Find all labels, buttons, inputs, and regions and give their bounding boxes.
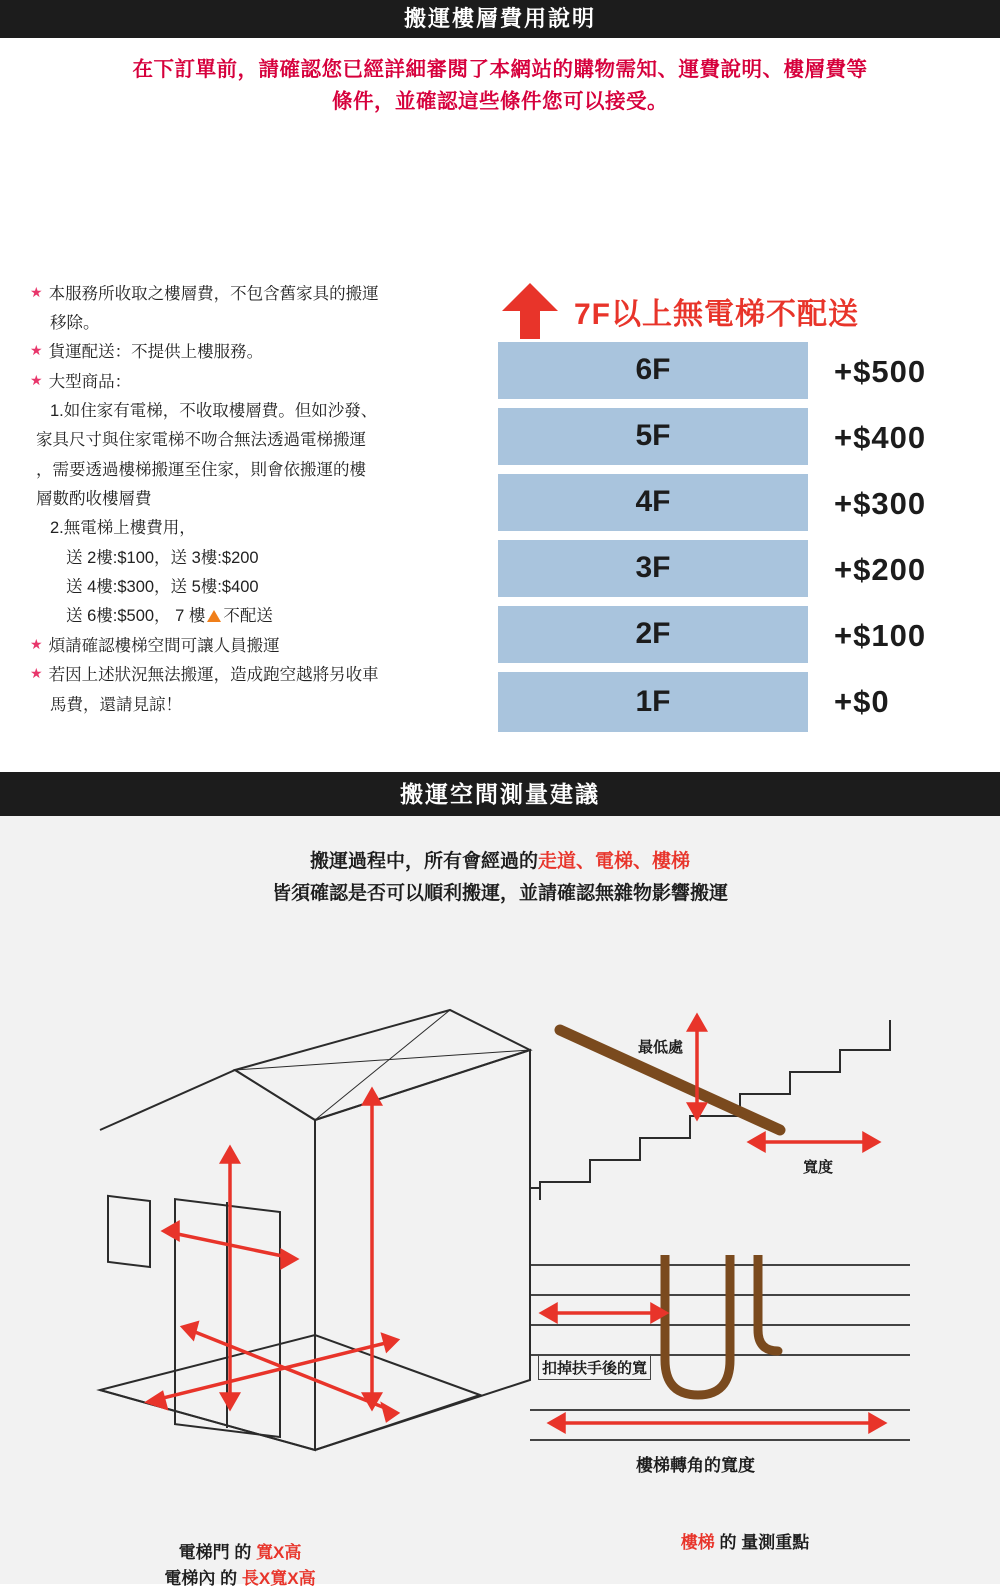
- measure-section: [0, 816, 1000, 1589]
- no-delivery-suffix: 不配送: [223, 607, 273, 626]
- floor-price-chart: [498, 280, 978, 738]
- elevator-caption-1c: 寬X高: [256, 1543, 302, 1563]
- list-item-label: [66, 602, 500, 631]
- page-title-floor-fee: 搬運樓層費用說明: [0, 0, 1000, 38]
- list-item: [30, 309, 500, 338]
- list-item-label: 煩請確認樓梯空間可讓人員搬運: [48, 636, 280, 655]
- floor-label: 3F: [498, 540, 808, 600]
- floor-row-6f: [498, 342, 978, 402]
- stair-caption-c: 量測重點: [741, 1533, 810, 1553]
- list-item-label: 貨運配送：不提供上樓服務。: [48, 343, 264, 362]
- floor-row-5f: [498, 408, 978, 468]
- floor-label: 2F: [498, 606, 808, 666]
- warning-triangle-icon: [207, 610, 221, 622]
- list-item-label: 1.如住家有電梯，不收取樓層費。但如沙發、: [50, 401, 378, 420]
- list-item-label: 2.無電梯上樓費用，: [50, 519, 196, 538]
- floor-price: +$300: [834, 485, 927, 521]
- no-delivery-banner: [498, 280, 978, 342]
- list-item-label: 本服務所收取之樓層費，不包含舊家具的搬運: [48, 284, 379, 303]
- measure-note-1a: 搬運過程中，所有會經過的: [309, 850, 538, 872]
- floor-row-1f: [498, 672, 978, 732]
- list-item: [30, 456, 500, 485]
- list-item-label: 層數酌收樓層費: [36, 490, 152, 509]
- no-delivery-label: 7F以上無電梯不配送: [574, 297, 860, 331]
- stair-caption: [510, 1530, 980, 1556]
- stair-caption-b: 的: [719, 1533, 737, 1553]
- elevator-caption-1a: 電梯門: [178, 1543, 230, 1563]
- measure-note-line-1: [0, 846, 1000, 878]
- elevator-caption-line-2: [0, 1566, 480, 1592]
- floor-label: 4F: [498, 474, 808, 534]
- measure-note-line-2: 皆須確認是否可以順利搬運，並請確認無雜物影響搬運: [271, 882, 728, 904]
- list-item: [30, 397, 500, 426]
- terms-list: [30, 280, 500, 720]
- floor-fee-section: [0, 122, 1000, 772]
- intro-paragraph: [0, 38, 1000, 122]
- list-item-label: 送 4樓:$300，送 5樓:$400: [66, 578, 259, 597]
- floor-price: +$0: [834, 683, 890, 719]
- list-item-label: 移除。: [50, 313, 100, 332]
- floor-row-4f: [498, 474, 978, 534]
- floor-row-2f: [498, 606, 978, 666]
- list-item: [30, 368, 500, 397]
- list-item: [30, 426, 500, 455]
- floor-price: +$200: [834, 551, 927, 587]
- list-item: [30, 280, 500, 309]
- star-icon: ★: [30, 283, 43, 300]
- list-item: [30, 602, 500, 631]
- floor-price: +$400: [834, 419, 927, 455]
- list-item: [30, 661, 500, 690]
- list-item: [30, 514, 500, 543]
- star-icon: ★: [30, 665, 43, 682]
- elevator-caption-2a: 電梯內: [164, 1569, 216, 1589]
- intro-line-2: 條件，並確認這些條件您可以接受。: [332, 89, 668, 113]
- list-item: [30, 544, 500, 573]
- star-icon: ★: [30, 342, 43, 359]
- elevator-caption-line-1: [0, 1540, 480, 1566]
- label-corner-width: 樓梯轉角的寬度: [633, 1450, 758, 1477]
- elevator-caption: [0, 1540, 480, 1593]
- floor-price: +$500: [834, 353, 927, 389]
- list-item-label: 若因上述狀況無法搬運，造成跑空越將另收車: [48, 666, 379, 685]
- list-item-label: 家具尺寸與住家電梯不吻合無法透過電梯搬運: [36, 431, 366, 450]
- up-arrow-icon: [502, 283, 558, 339]
- list-item: [30, 632, 500, 661]
- stair-side-diagram: [530, 1010, 910, 1250]
- elevator-caption-2c: 長X寬X高: [241, 1569, 316, 1589]
- list-item-label: 送 2樓:$100，送 3樓:$200: [66, 548, 259, 567]
- list-item-label: 大型商品：: [48, 372, 132, 391]
- star-icon: ★: [30, 635, 43, 652]
- label-handrail-width: 扣掉扶手後的寬: [538, 1355, 651, 1380]
- list-item: [30, 485, 500, 514]
- floor-label: 6F: [498, 342, 808, 402]
- diagram-area: [0, 910, 1000, 1589]
- stair-caption-a: 樓梯: [680, 1533, 715, 1553]
- measure-note-1b: 走道、電梯、樓梯: [538, 850, 691, 872]
- measure-note: [0, 816, 1000, 911]
- label-lowest-point: 最低處: [635, 1035, 686, 1058]
- list-item-label: ，需要透過樓梯搬運至住家，則會依搬運的樓: [36, 460, 366, 479]
- elevator-caption-1b: 的: [234, 1543, 252, 1563]
- list-item: [30, 573, 500, 602]
- page-title-measure: 搬運空間測量建議: [0, 772, 1000, 816]
- intro-line-1: 在下訂單前，請確認您已經詳細審閱了本網站的購物需知、運費說明、樓層費等: [132, 58, 868, 81]
- list-item: [30, 691, 500, 720]
- floor-price: +$100: [834, 617, 927, 653]
- list-item: [30, 338, 500, 367]
- floor-label: 1F: [498, 672, 808, 732]
- elevator-diagram: [60, 980, 560, 1540]
- no-delivery-prefix: 送 6樓:$500， 7 樓: [66, 607, 206, 626]
- elevator-caption-2b: 的: [220, 1569, 238, 1589]
- floor-row-3f: [498, 540, 978, 600]
- list-item-label: 馬費，還請見諒！: [50, 695, 182, 714]
- label-width: 寬度: [800, 1155, 836, 1178]
- star-icon: ★: [30, 371, 43, 388]
- floor-label: 5F: [498, 408, 808, 468]
